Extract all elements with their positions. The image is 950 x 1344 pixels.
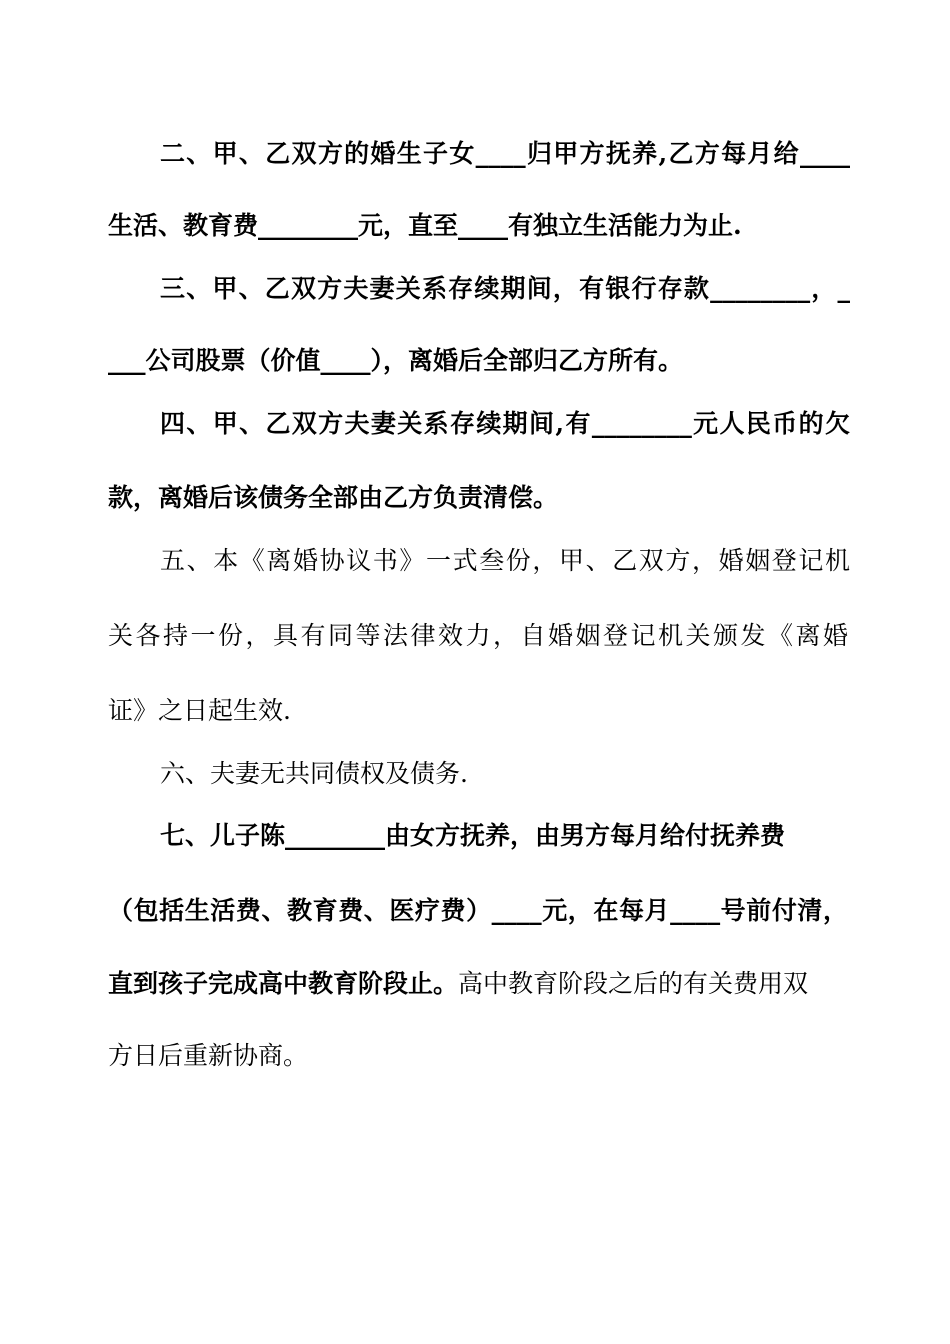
clause-7-line-3 xyxy=(108,968,848,1000)
clause-7-line-2: （包括生活费、教育费、医疗费）____元，在每月____号前付清， xyxy=(108,896,848,925)
clause-5-line-1: 五、本《离婚协议书》一式叁份，甲、乙双方，婚姻登记机 xyxy=(160,546,850,575)
clause-7-line-4: 方日后重新协商。 xyxy=(108,1041,309,1070)
clause-6-line-1: 六、夫妻无共同债权及债务. xyxy=(160,759,468,788)
clause-4-line-2: 款，离婚后该债务全部由乙方负责清偿。 xyxy=(108,483,559,512)
clause-7-line-3-normal: 高中教育阶段之后的有关费用双 xyxy=(458,969,809,998)
clause-3-line-1: 三、甲、乙双方夫妻关系存续期间，有银行存款________，_ xyxy=(160,274,850,303)
clause-2-line-2: 生活、教育费________元，直至____有独立生活能力为止. xyxy=(108,211,742,240)
clause-3-line-2: ___公司股票（价值____），离婚后全部归乙方所有。 xyxy=(108,346,684,375)
clause-5-line-2: 关各持一份，具有同等法律效力，自婚姻登记机关颁发《离婚 xyxy=(108,621,848,650)
clause-4-line-1: 四、甲、乙双方夫妻关系存续期间,有________元人民币的欠 xyxy=(160,409,850,438)
clause-5-line-3: 证》之日起生效. xyxy=(108,696,291,725)
clause-2-line-1: 二、甲、乙双方的婚生子女____归甲方抚养,乙方每月给____ xyxy=(160,139,850,168)
clause-7-line-3-bold: 直到孩子完成高中教育阶段止。 xyxy=(108,969,459,998)
clause-7-line-1: 七、儿子陈________由女方抚养，由男方每月给付抚养费 xyxy=(160,821,786,850)
